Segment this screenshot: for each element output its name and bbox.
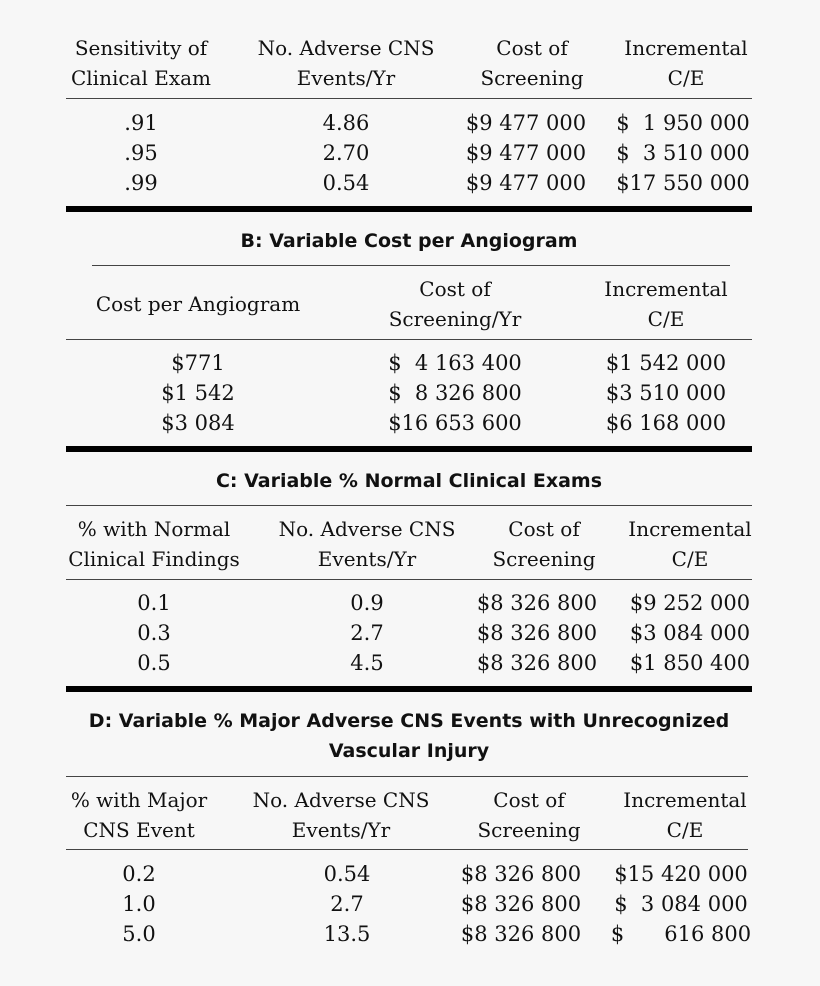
panel-b-title: B: Variable Cost per Angiogram	[240, 230, 578, 252]
table-cell: 2.7	[330, 892, 364, 916]
panel-b-header-col2-line1: Cost of	[419, 277, 491, 301]
table-cell: 0.54	[323, 862, 371, 886]
table-cell: $9 252 000	[629, 591, 751, 615]
table-cell: 4.86	[322, 111, 370, 135]
table-cell: $ 4 163 400	[388, 351, 522, 375]
panel-c-header-col3-line2: Screening	[492, 547, 596, 571]
table-cell: $ 3 510 000	[616, 141, 750, 165]
panel-c-header-rule	[66, 579, 752, 580]
panel-a-header-col4-line2: C/E	[667, 66, 705, 90]
table-cell: $3 084	[161, 411, 235, 435]
table-cell: 2.7	[350, 621, 384, 645]
panel-d-header-rule	[66, 849, 748, 850]
panel-d-title-line1: D: Variable % Major Adverse CNS Events with Unrecognized	[88, 710, 730, 732]
table-cell: 0.54	[322, 171, 370, 195]
panel-a-header-col2-line1: No. Adverse CNS	[257, 36, 435, 60]
panel-a-header-col3-line1: Cost of	[496, 36, 568, 60]
table-cell: $1 542 000	[605, 351, 727, 375]
table-cell: .95	[124, 141, 158, 165]
table-cell: $3 084 000	[629, 621, 751, 645]
panel-b-title-rule	[92, 265, 730, 266]
table-cell: $ 1 950 000	[616, 111, 750, 135]
panel-d-title-line2: Vascular Injury	[328, 740, 490, 762]
table-cell: .99	[124, 171, 158, 195]
table-cell: $9 477 000	[465, 141, 587, 165]
table-cell: $8 326 800	[476, 621, 598, 645]
panel-b-header-col3-line1: Incremental	[604, 277, 728, 301]
panel-b-header-col3-line2: C/E	[647, 307, 685, 331]
panel-c-header-col4-line2: C/E	[671, 547, 709, 571]
panel-c-header-col1-line1: % with Normal	[77, 517, 231, 541]
table-cell: $17 550 000	[616, 171, 750, 195]
table-cell: $8 326 800	[460, 892, 582, 916]
panel-c-title-rule	[66, 505, 752, 506]
table-cell: $15 420 000	[614, 862, 748, 886]
panel-a-header-col1-line1: Sensitivity of	[74, 36, 208, 60]
panel-c-header-col1-line2: Clinical Findings	[68, 547, 240, 571]
panel-a-header-col3-line2: Screening	[480, 66, 584, 90]
table-cell: 4.5	[350, 651, 384, 675]
section-divider	[66, 206, 752, 212]
panel-c-header-col2-line1: No. Adverse CNS	[278, 517, 456, 541]
panel-c-header-col4-line1: Incremental	[628, 517, 752, 541]
panel-c-header-col3-line1: Cost of	[508, 517, 580, 541]
table-cell: $ 3 084 000	[614, 892, 748, 916]
table-cell: 5.0	[122, 922, 156, 946]
table-cell: $ 616 800	[610, 922, 752, 946]
section-divider	[66, 686, 752, 692]
table-cell: $6 168 000	[605, 411, 727, 435]
panel-b-header-col1: Cost per Angiogram	[95, 292, 301, 316]
section-divider	[66, 446, 752, 452]
panel-b-header-col2-line2: Screening/Yr	[388, 307, 522, 331]
table-cell: $9 477 000	[465, 171, 587, 195]
panel-a-header-rule	[66, 98, 752, 99]
panel-d-header-col4-line2: C/E	[666, 818, 704, 842]
panel-d-header-col1-line1: % with Major	[70, 788, 208, 812]
panel-d-header-col3-line2: Screening	[477, 818, 581, 842]
panel-a-header-col4-line1: Incremental	[624, 36, 748, 60]
table-cell: $1 542	[161, 381, 235, 405]
panel-d-header-col4-line1: Incremental	[623, 788, 747, 812]
table-cell: $8 326 800	[476, 651, 598, 675]
panel-c-header-col2-line2: Events/Yr	[317, 547, 417, 571]
panel-d-header-col3-line1: Cost of	[493, 788, 565, 812]
table-cell: $ 8 326 800	[388, 381, 522, 405]
panel-b-header-rule	[66, 339, 752, 340]
table-cell: 13.5	[323, 922, 371, 946]
table-cell: 1.0	[122, 892, 156, 916]
panel-c-title: C: Variable % Normal Clinical Exams	[215, 470, 603, 492]
panel-d-header-col2-line1: No. Adverse CNS	[252, 788, 430, 812]
table-cell: $8 326 800	[476, 591, 598, 615]
table-cell: $8 326 800	[460, 922, 582, 946]
table-cell: $9 477 000	[465, 111, 587, 135]
table-cell: $3 510 000	[605, 381, 727, 405]
panel-d-title-rule	[66, 776, 748, 777]
table-cell: 0.3	[137, 621, 171, 645]
table-cell: $1 850 400	[629, 651, 751, 675]
table-cell: 2.70	[322, 141, 370, 165]
panel-a-header-col2-line2: Events/Yr	[296, 66, 396, 90]
table-cell: 0.9	[350, 591, 384, 615]
panel-a-header-col1-line2: Clinical Exam	[70, 66, 212, 90]
panel-d-header-col2-line2: Events/Yr	[291, 818, 391, 842]
table-cell: $771	[171, 351, 225, 375]
table-cell: 0.5	[137, 651, 171, 675]
table-cell: $16 653 600	[388, 411, 522, 435]
table-cell: .91	[124, 111, 158, 135]
panel-d-header-col1-line2: CNS Event	[83, 818, 195, 842]
table-cell: 0.1	[137, 591, 171, 615]
table-cell: $8 326 800	[460, 862, 582, 886]
table-cell: 0.2	[122, 862, 156, 886]
